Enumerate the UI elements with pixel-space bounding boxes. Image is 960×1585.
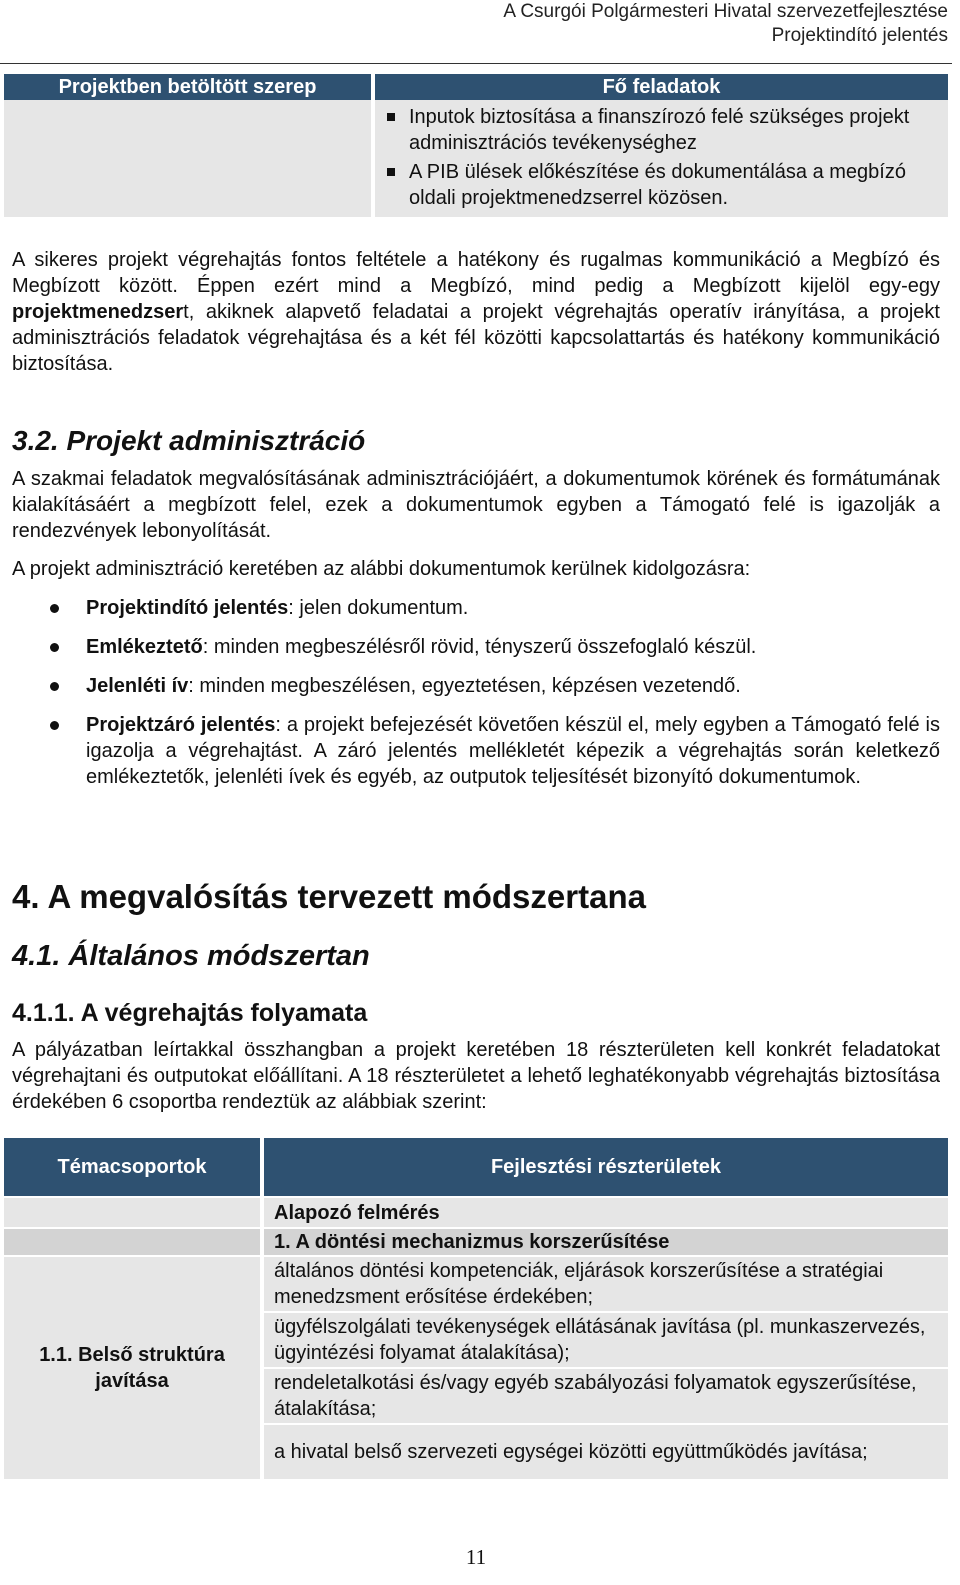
task-item: A PIB ülések előkészítése és dokumentálása a megbízó oldali projektmenedzserrel közösen. [409,159,948,211]
role-table-header-tasks: Fő feladatok [375,74,948,100]
task-item: Inputok biztosítása a finanszírozó felé szükséges projekt adminisztrációs tevékenységhez [409,104,948,156]
role-table [0,74,952,217]
group-table-area-row: a hivatal belső szervezeti egységei közötti együttműködés javítása; [264,1425,948,1479]
section-4-1-1-heading: 4.1.1. A végrehajtás folyamata [12,999,368,1027]
section-3-2-intro: A projekt adminisztráció keretében az alábbi dokumentumok kerülnek kidolgozásra: [12,558,751,580]
document-list [12,595,940,803]
square-bullet-icon [387,113,395,121]
role-table-header-role: Projektben betöltött szerep [4,74,371,100]
group-table [0,1138,952,1479]
page-number: 11 [465,1545,487,1569]
bullet-icon [50,682,59,691]
group-table-header-topics: Témacsoportok [4,1138,260,1196]
bullet-icon [50,604,59,613]
group-table-section-row: Alapozó felmérés [264,1198,948,1227]
role-table-role-cell [4,100,371,217]
bullet-icon [50,721,59,730]
role-table-tasks-cell [375,100,948,217]
section-4-heading: 4. A megvalósítás tervezett módszertana [12,878,646,915]
group-table-area-row: rendeletalkotási és/vagy egyéb szabályozási folyamatok egyszerűsítése, átalakítása; [264,1369,948,1423]
header-rule [0,63,952,64]
section-3-2-paragraph: A szakmai feladatok megvalósításának adminisztrációjáért, a dokumentumok körének és formátumának kialakításáért a megbízott felel, ezek a dokumentumok egyben a Támogató felé is igazolják a rendezvények lebonyolítását. [12,468,940,542]
section-4-1-heading: 4.1. Általános módszertan [12,940,370,972]
group-table-area-row: általános döntési kompetenciák, eljárások korszerűsítése a stratégiai menedzsment erősítése érdekében; [264,1257,948,1311]
project-manager-term: projektmenedzser [12,301,184,323]
communication-paragraph: A sikeres projekt végrehajtás fontos feltétele a hatékony és rugalmas kommunikáció a Megbízó és Megbízott között. Éppen ezért mind a Megbízó, mind pedig a Megbízott kijelöl egy-egy projektmenedzsert, akiknek alapvető feladatai a projekt végrehajtás operatív irányítása, a projekt adminisztrációs feladatok végrehajtása és a két fél közötti kapcsolattartás és hatékony kommunikáció biztosítása. [12,249,940,375]
group-table-empty-cell [4,1198,260,1227]
group-table-empty-cell [4,1229,260,1255]
header-document-subtitle: Projektindító jelentés [771,25,948,46]
document-list-item: Projektzáró jelentés: a projekt befejezését követően készül el, mely egyben a Támogató felé is igazolja a végrehajtást. A záró jelentés mellékletét képezik a végrehajtás során keletkező emlékeztetők, jelenléti ívek és egyéb, az outputok teljesítését bizonyító dokumentumok. [12,712,940,790]
document-list-item: Emlékeztető: minden megbeszélésről rövid, tényszerű összefoglaló készül. [12,634,940,660]
section-3-2-heading: 3.2. Projekt adminisztráció [12,425,366,456]
document-list-item: Projektindító jelentés: jelen dokumentum. [12,595,940,621]
bullet-icon [50,643,59,652]
group-table-group-cell: 1.1. Belső struktúra javítása [4,1257,260,1479]
document-list-item: Jelenléti ív: minden megbeszélésen, egyeztetésen, képzésen vezetendő. [12,673,940,699]
running-header [503,0,948,48]
header-document-title: A Csurgói Polgármesteri Hivatal szervezetfejlesztése [503,1,948,22]
square-bullet-icon [387,168,395,176]
section-4-1-1-paragraph: A pályázatban leírtakkal összhangban a projekt keretében 18 részterületen kell konkrét feladatokat végrehajtani és outputokat előállítani. A 18 részterületet a lehető leghatékonyabb végrehajtás biztosítása érdekében 6 csoportba rendeztük az alábbiak szerint: [12,1039,940,1113]
group-table-header-areas: Fejlesztési részterületek [264,1138,948,1196]
group-table-subheading-row: 1. A döntési mechanizmus korszerűsítése [264,1229,948,1255]
group-table-area-row: ügyfélszolgálati tevékenységek ellátásának javítása (pl. munkaszervezés, ügyintézési folyamat átalakítása); [264,1313,948,1367]
task-list [375,100,948,211]
